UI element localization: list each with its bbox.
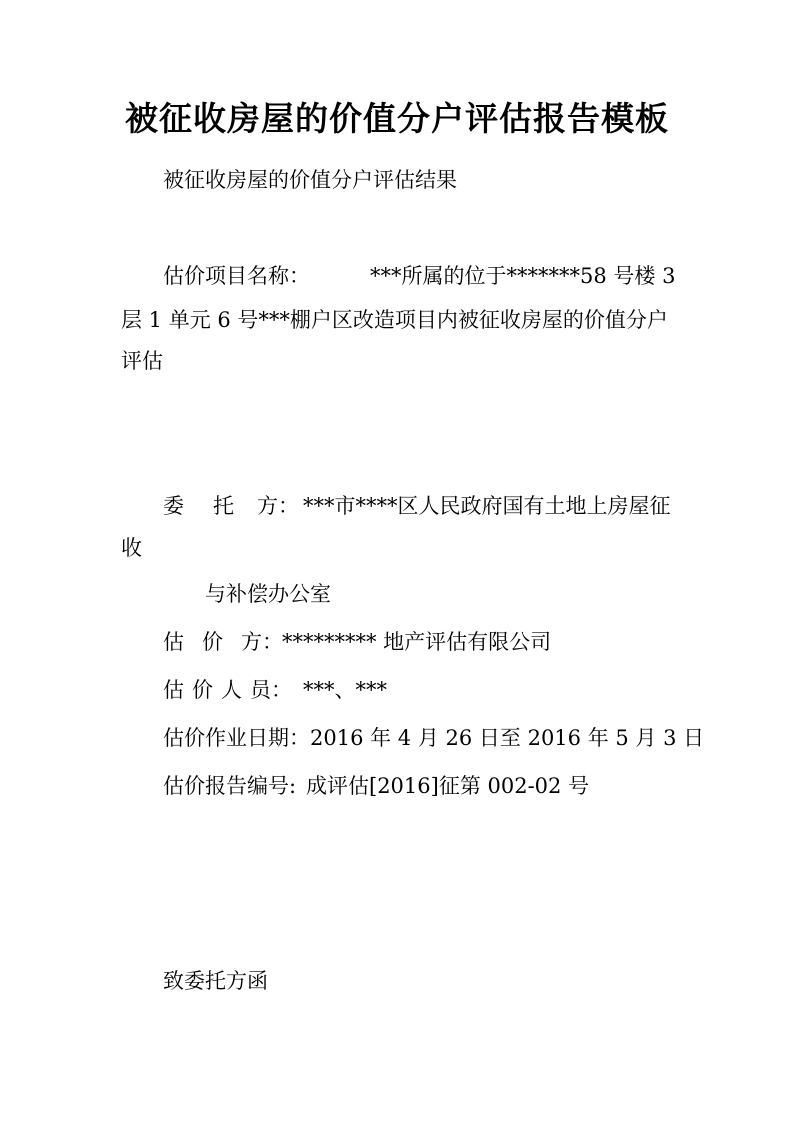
client-label-char-2: 托	[213, 494, 234, 518]
subtitle: 被征收房屋的价值分户评估结果	[163, 168, 457, 192]
valuer-label-char-1: 估	[163, 630, 184, 654]
report-number-value: 成评估[2016]征第 002-02 号	[306, 774, 590, 798]
project-name-line1: ***所属的位于*******58 号楼 3	[370, 264, 676, 288]
valuer-label-char-3: 方：	[241, 630, 283, 654]
client-line3: 与补偿办公室	[205, 582, 331, 606]
client-line2: 收	[121, 536, 142, 560]
work-date-value: 2016 年 4 月 26 日至 2016 年 5 月 3 日	[310, 726, 705, 750]
personnel-label-char-4: 员：	[250, 678, 292, 702]
personnel-value: ***、***	[303, 678, 387, 702]
personnel-label	[163, 676, 292, 704]
letter-heading: 致委托方函	[163, 969, 268, 993]
personnel-label-char-1: 估	[163, 678, 184, 702]
report-number-label: 估价报告编号:	[163, 774, 297, 798]
document-title: 被征收房屋的价值分户评估报告模板	[125, 99, 669, 138]
client-line1: ***市****区人民政府国有土地上房屋征	[303, 494, 671, 518]
project-name-line2: 层 1 单元 6 号***棚户区改造项目内被征收房屋的价值分户	[121, 308, 668, 332]
valuer-value: ********* 地产评估有限公司	[282, 630, 552, 654]
client-label-char-1: 委	[163, 494, 184, 518]
personnel-label-char-3: 人	[221, 678, 242, 702]
client-label-char-3: 方：	[257, 494, 299, 518]
valuer-label	[163, 628, 283, 656]
project-name-label: 估价项目名称：	[163, 264, 310, 288]
project-name-line3: 评估	[121, 349, 163, 373]
valuer-label-char-2: 价	[202, 630, 223, 654]
client-label	[163, 492, 299, 520]
work-date-label: 估价作业日期：	[163, 726, 310, 750]
personnel-label-char-2: 价	[192, 678, 213, 702]
